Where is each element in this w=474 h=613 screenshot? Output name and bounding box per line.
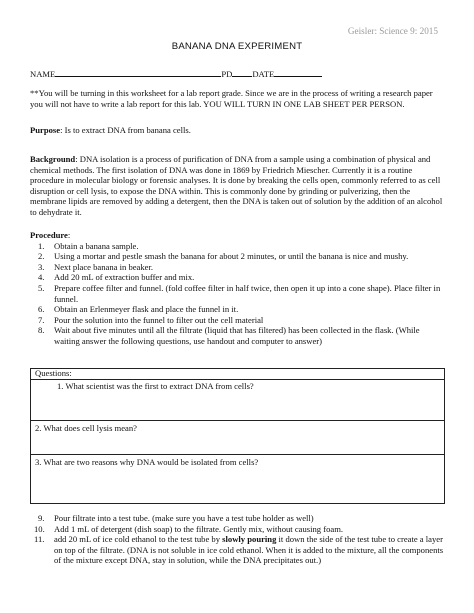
step-text: Add 1 mL of detergent (dish soap) to the filtrate. Gently mix, without causing foam.: [54, 523, 344, 534]
question-answer-cell[interactable]: [31, 379, 444, 421]
step-text-continued: it down the side of the test tube to create a layer on top of the filtrate. (DNA is not soluble in ice cold ethanol. When it is added to the mixture, all the components of the mixture except DNA, stay in solution, while the DNA precipitates out.): [54, 534, 444, 566]
step-text: Pour filtrate into a test tube. (make sure you have a test tube holder as well): [54, 513, 314, 523]
question-answer-cell[interactable]: [31, 455, 444, 503]
step-number: 10.: [34, 523, 45, 534]
list-item: [30, 272, 445, 283]
list-item: [30, 304, 445, 315]
step-number: 2.: [38, 251, 45, 262]
step-text: Add 20 mL of extraction buffer and mix.: [54, 272, 195, 283]
step-text: Obtain a banana sample.: [54, 240, 139, 251]
questions-table: [30, 368, 445, 504]
list-item: [30, 315, 445, 326]
step-text: Pour the solution into the funnel to filter out the cell material: [54, 314, 264, 325]
purpose-paragraph: [30, 125, 445, 136]
step-number: 4.: [38, 272, 45, 283]
name-line: [30, 68, 322, 80]
list-item: [30, 513, 445, 524]
step-number: 3.: [38, 261, 45, 272]
list-item: [30, 534, 445, 566]
step-number: 5.: [38, 282, 45, 293]
list-item: [30, 262, 445, 273]
purpose-label: Purpose: [30, 125, 61, 135]
step-text: Wait about five minutes until all the filtrate (liquid that has filtered) has been collected in the flask. (While waiting answer the following questions, use handout and computer to answer): [54, 325, 420, 346]
step-text: Using a mortar and pestle smash the banana for about 2 minutes, or until the banana is nice and mushy.: [54, 251, 409, 262]
question-text: 1. What scientist was the first to extract DNA from cells?: [57, 381, 254, 391]
background-paragraph: [30, 154, 445, 218]
pd-label: PD: [221, 69, 233, 79]
step-number: 9.: [38, 513, 45, 523]
step-text: Prepare coffee filter and funnel. (fold coffee filter in half twice, then open it up into a cone shape). Place filter in funnel.: [54, 282, 441, 304]
list-item: [30, 524, 445, 535]
procedure-section: [30, 230, 445, 347]
step-text: Obtain an Erlenmeyer flask and place the funnel in it.: [54, 304, 239, 315]
procedure-heading: [30, 230, 445, 241]
pd-blank[interactable]: [232, 68, 252, 77]
page-title: BANANA DNA EXPERIMENT: [171, 41, 303, 52]
step-text: Next place banana in beaker.: [54, 261, 154, 272]
course-header: Geisler: Science 9: 2015: [347, 26, 438, 36]
list-item: [30, 241, 445, 252]
question-text: 2. What does cell lysis mean?: [35, 423, 137, 433]
step-emphasis: slowly pouring: [222, 534, 277, 545]
list-item: [30, 283, 445, 304]
background-label: Background: [30, 154, 76, 164]
name-label: NAME: [30, 69, 56, 79]
step-number: 1.: [38, 240, 45, 251]
date-label: DATE: [252, 69, 275, 79]
purpose-text: : Is to extract DNA from banana cells.: [60, 125, 191, 135]
step-number: 6.: [38, 304, 45, 315]
name-blank[interactable]: [55, 68, 221, 77]
later-steps-list: [30, 513, 445, 566]
step-number: 11.: [34, 534, 45, 545]
intro-paragraph: **You will be turning in this worksheet for a lab report grade. Since we are in the process of writing a research paper you will not have to write a lab report for this lab. YOU WILL TURN IN ONE LAB SHEET PER PERSON.: [30, 88, 433, 109]
list-item: [30, 325, 445, 346]
later-steps-section: [30, 513, 445, 566]
step-number: 8.: [38, 325, 45, 336]
question-text: 3. What are two reasons why DNA would be isolated from cells?: [35, 457, 259, 467]
step-text: add 20 mL of ice cold ethanol to the test tube by: [54, 534, 223, 545]
date-blank[interactable]: [274, 68, 322, 77]
question-answer-cell[interactable]: [31, 421, 444, 455]
background-text: : DNA isolation is a process of purification of DNA from a sample using a combination of physical and chemical methods. The first isolation of DNA was done in 1869 by Friedrich Miescher. Currently it is a routine procedure in molecular biology or forensic analyses. It is done by breaking the cells open, commonly referred to as cell disruption or cell lysis, to expose the DNA within. This is commonly done by grinding or pulverizing, then the membrane lipids are removed by adding a detergent, then the DNA is taken out of solution by the addition of an alcohol to dehydrate it.: [30, 154, 443, 217]
procedure-colon: :: [67, 230, 71, 240]
procedure-list: [30, 241, 445, 347]
procedure-label: Procedure: [30, 230, 68, 240]
step-number: 7.: [38, 314, 45, 325]
list-item: [30, 251, 445, 262]
questions-header: Questions:: [35, 368, 72, 378]
